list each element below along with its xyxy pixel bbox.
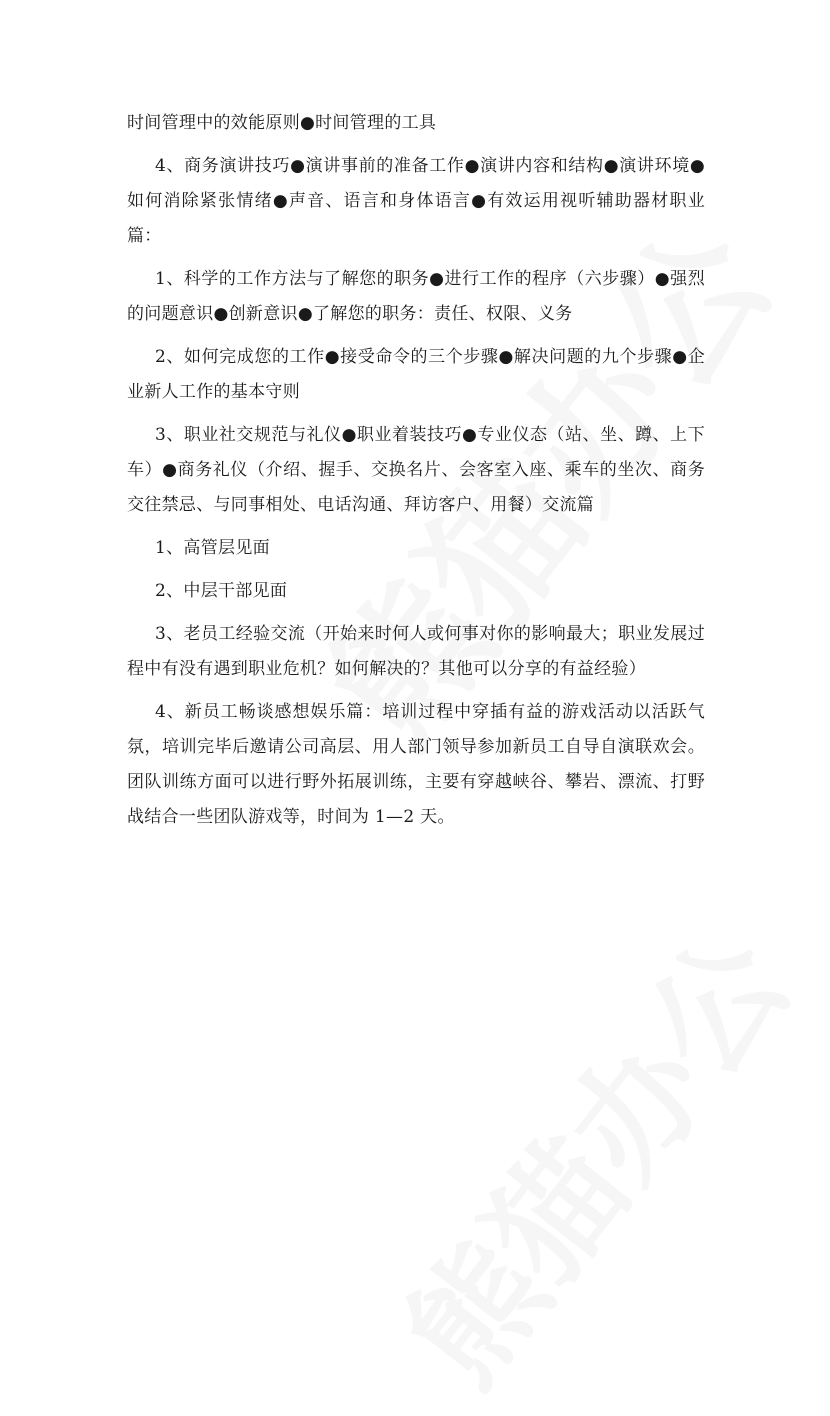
paragraph-complete-work: 2、如何完成您的工作●接受命令的三个步骤●解决问题的九个步骤●企业新人工作的基本守则 — [127, 347, 705, 402]
document-body — [127, 106, 705, 843]
watermark-lower — [356, 891, 824, 1416]
paragraph-time-management-tools: 时间管理中的效能原则●时间管理的工具 — [127, 113, 437, 133]
paragraph-social-etiquette: 3、职业社交规范与礼仪●职业着装技巧●专业仪态（站、坐、蹲、上下车）●商务礼仪（介绍、握手、交换名片、会客室入座、乘车的坐次、商务交往禁忌、与同事相处、电话沟通、拜访客户、用餐）交流篇 — [127, 425, 705, 515]
paragraph-business-presentation: 4、商务演讲技巧●演讲事前的准备工作●演讲内容和结构●演讲环境●如何消除紧张情绪●声音、语言和身体语言●有效运用视听辅助器材职业篇： — [127, 156, 705, 246]
paragraph-new-employee-entertainment: 4、新员工畅谈感想娱乐篇：培训过程中穿插有益的游戏活动以活跃气氛，培训完毕后邀请公司高层、用人部门领导参加新员工自导自演联欢会。团队训练方面可以进行野外拓展训练，主要有穿越峡谷、攀岩、漂流、打野战结合一些团队游戏等，时间为 1—2 天。 — [127, 702, 705, 827]
paragraph-veteran-experience: 3、老员工经验交流（开始来时何人或何事对你的影响最大；职业发展过程中有没有遇到职业危机？如何解决的？其他可以分享的有益经验） — [127, 624, 705, 679]
paragraph-executive-meeting: 1、高管层见面 — [155, 538, 270, 558]
paragraph-work-methods: 1、科学的工作方法与了解您的职务●进行工作的程序（六步骤）●强烈的问题意识●创新意识●了解您的职务：责任、权限、义务 — [127, 269, 705, 324]
paragraph-middle-management-meeting: 2、中层干部见面 — [155, 581, 288, 601]
